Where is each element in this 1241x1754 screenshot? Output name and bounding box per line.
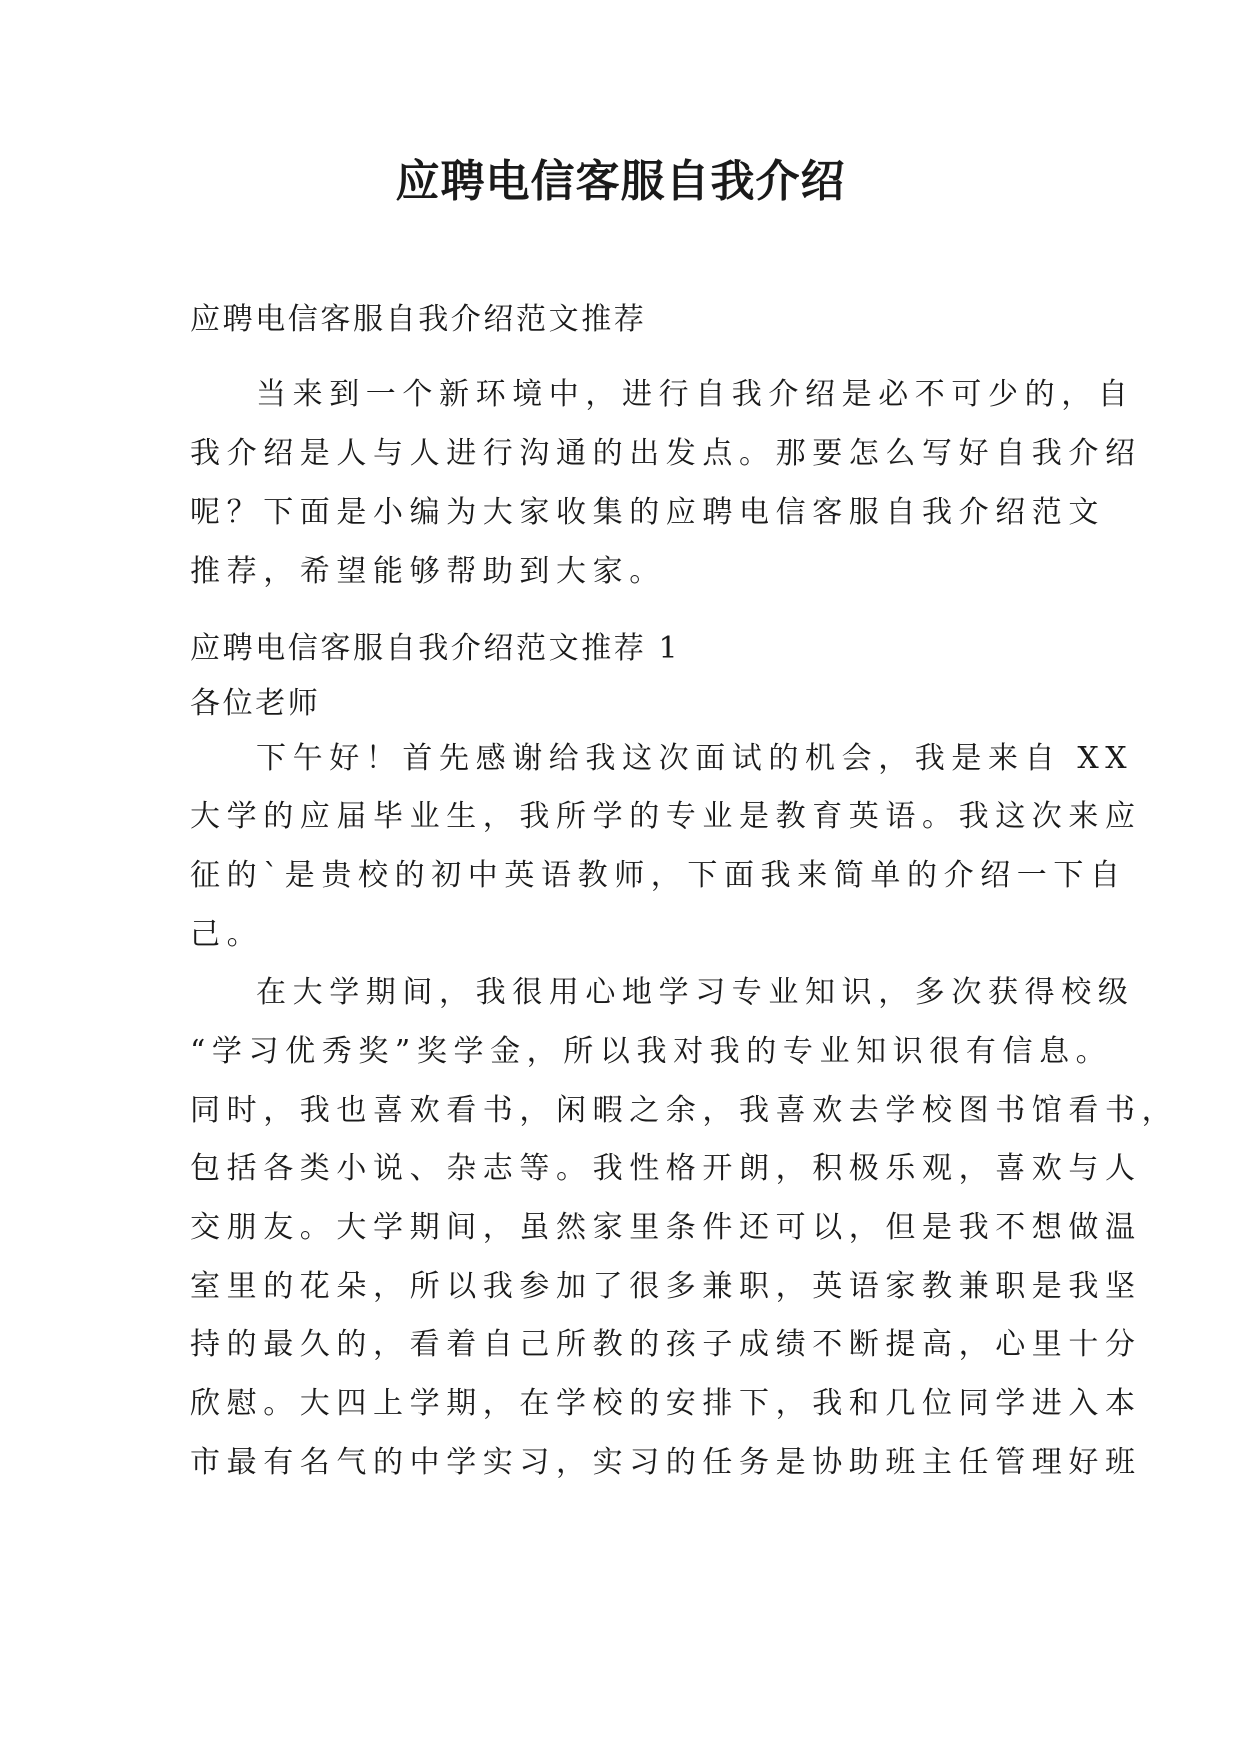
para2-line: 交朋友。大学期间，虽然家里条件还可以，但是我不想做温 xyxy=(190,1210,1142,1245)
section-heading: 应聘电信客服自我介绍范文推荐 1 xyxy=(190,631,681,666)
para2-line: 市最有名气的中学实习，实习的任务是协助班主任管理好班 xyxy=(190,1445,1142,1480)
para1-line: 征的`是贵校的初中英语教师，下面我来简单的介绍一下自 xyxy=(190,858,1127,893)
document-subtitle: 应聘电信客服自我介绍范文推荐 xyxy=(190,302,647,337)
intro-line: 我介绍是人与人进行沟通的出发点。那要怎么写好自我介绍 xyxy=(190,436,1142,471)
para2-line: “学习优秀奖”奖学金，所以我对我的专业知识很有信息。 xyxy=(190,1034,1113,1069)
para2-line: 欣慰。大四上学期，在学校的安排下，我和几位同学进入本 xyxy=(190,1386,1142,1421)
para2-line: 同时，我也喜欢看书，闲暇之余，我喜欢去学校图书馆看书， xyxy=(190,1093,1179,1128)
para1-line: 下午好！首先感谢给我这次面试的机会，我是来自 XX xyxy=(256,741,1134,776)
page-title: 应聘电信客服自我介绍 xyxy=(395,156,846,207)
para2-line: 室里的花朵，所以我参加了很多兼职，英语家教兼职是我坚 xyxy=(190,1269,1142,1304)
para1-line: 大学的应届毕业生，我所学的专业是教育英语。我这次来应 xyxy=(190,799,1142,834)
para2-line: 在大学期间，我很用心地学习专业知识，多次获得校级 xyxy=(256,975,1135,1010)
para2-line: 包括各类小说、杂志等。我性格开朗，积极乐观，喜欢与人 xyxy=(190,1151,1142,1186)
para2-line: 持的最久的，看着自己所教的孩子成绩不断提高，心里十分 xyxy=(190,1327,1142,1362)
salutation: 各位老师 xyxy=(190,686,321,721)
intro-line: 推荐，希望能够帮助到大家。 xyxy=(190,554,666,589)
intro-line: 当来到一个新环境中，进行自我介绍是必不可少的，自 xyxy=(256,377,1135,412)
para1-line: 己。 xyxy=(190,917,264,952)
intro-line: 呢？下面是小编为大家收集的应聘电信客服自我介绍范文 xyxy=(190,495,1105,530)
